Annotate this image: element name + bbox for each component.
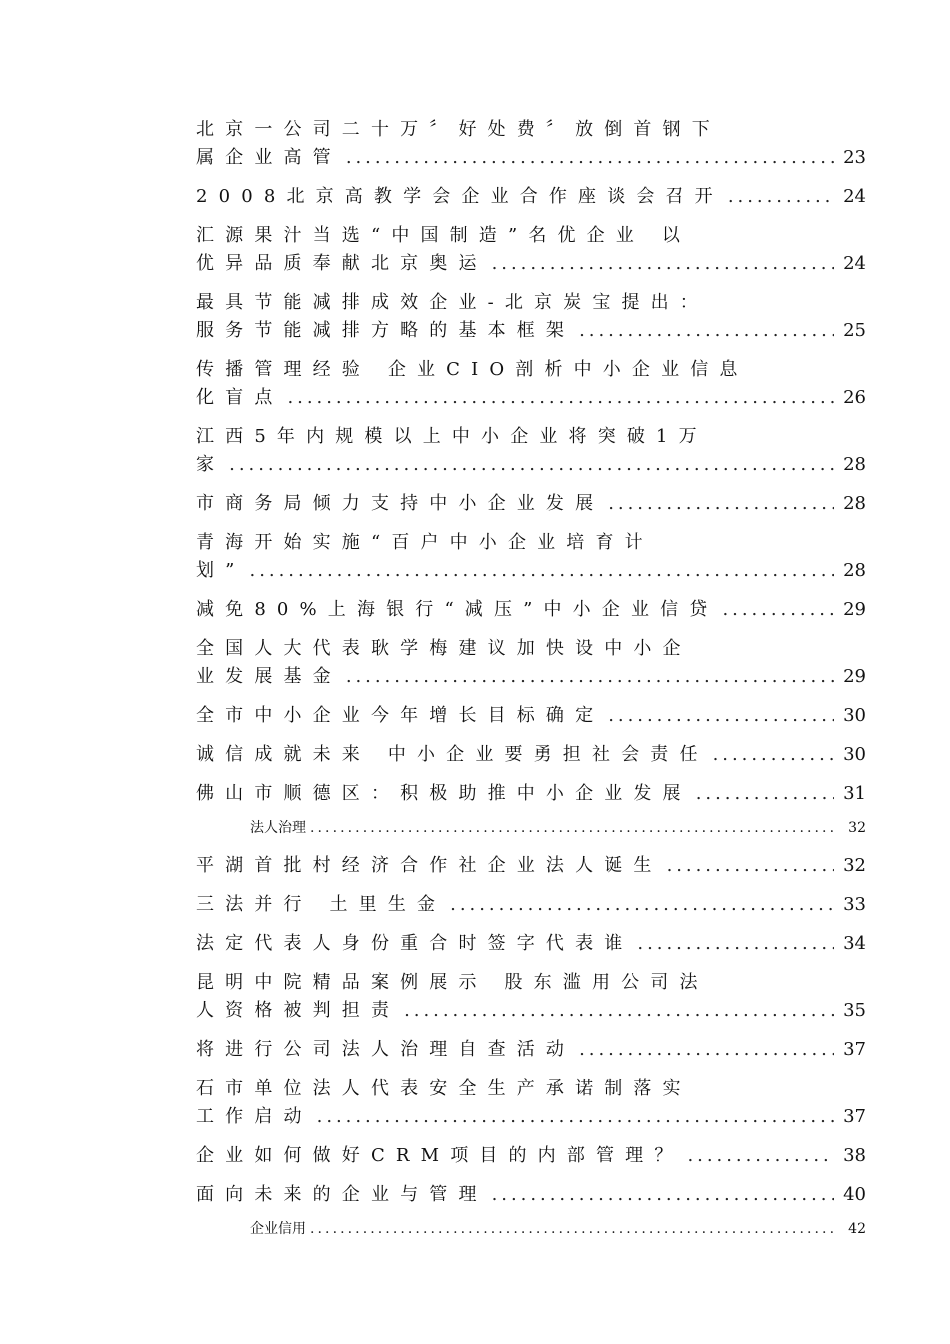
toc-entry[interactable] (196, 702, 866, 730)
toc-entry[interactable] (196, 490, 866, 518)
dot-leader (608, 702, 834, 730)
toc-entry[interactable] (196, 1036, 866, 1064)
toc-page-number: 37 (843, 1106, 866, 1127)
toc-entry-title: 属企业高管 (196, 147, 342, 168)
dot-leader (250, 557, 834, 585)
toc-entry[interactable] (196, 1142, 866, 1170)
dot-leader (722, 596, 834, 624)
toc-entry-title: 佛山市顺德区：积极助推中小企业发展 (196, 783, 692, 804)
toc-entry-title: 业发展基金 (196, 666, 342, 687)
toc-entry-line (196, 663, 866, 691)
table-of-contents (196, 116, 866, 1253)
toc-entry-line (196, 529, 866, 557)
toc-entry-title: 传播管理经验 企业CIO剖析中小企业信息 (196, 359, 749, 380)
toc-page-number: 30 (843, 744, 866, 765)
toc-entry-line (250, 817, 866, 839)
dot-leader (579, 1036, 834, 1064)
toc-entry-title: 面向未来的企业与管理 (196, 1184, 488, 1205)
toc-entry[interactable] (196, 635, 866, 691)
toc-entry-title: 最具节能减排成效企业-北京炭宝提出： (196, 292, 709, 313)
toc-entry-line (196, 356, 866, 384)
dot-leader (310, 817, 834, 839)
toc-entry-title: 法定代表人身份重合时签字代表谁 (196, 933, 634, 954)
toc-entry-line (196, 144, 866, 172)
toc-page-number: 28 (843, 493, 866, 514)
toc-entry-title: 将进行公司法人治理自查活动 (196, 1039, 576, 1060)
dot-leader (346, 663, 834, 691)
dot-leader (492, 1181, 834, 1209)
toc-page-number: 25 (843, 320, 866, 341)
toc-entry-line (196, 969, 866, 997)
toc-page-number: 28 (843, 560, 866, 581)
toc-page-number: 26 (843, 387, 866, 408)
toc-entry-title: 企业信用 (250, 1221, 306, 1237)
toc-entry-title: 平湖首批村经济合作社企业法人诞生 (196, 855, 663, 876)
toc-entry-line (196, 635, 866, 663)
toc-entry-title: 优异品质奉献北京奥运 (196, 253, 488, 274)
toc-entry-line (196, 702, 866, 730)
toc-entry-title: 服务节能减排方略的基本框架 (196, 320, 576, 341)
toc-entry-line (196, 1103, 866, 1131)
toc-entry[interactable] (196, 741, 866, 769)
dot-leader (346, 144, 834, 172)
toc-entry-line (196, 1181, 866, 1209)
toc-entry-title: 诚信成就未来 中小企业要勇担社会责任 (196, 744, 709, 765)
dot-leader (728, 183, 834, 211)
toc-entry-title: 江西5年内规模以上中小企业将突破1万 (196, 426, 708, 447)
toc-page-number: 29 (843, 666, 866, 687)
toc-entry-title: 汇源果汁当选“中国制造”名优企业 以 (196, 225, 692, 246)
toc-entry-line (196, 423, 866, 451)
toc-entry[interactable] (196, 930, 866, 958)
dot-leader (287, 384, 834, 412)
toc-entry[interactable] (196, 222, 866, 278)
toc-entry-line (196, 557, 866, 585)
dot-leader (667, 852, 834, 880)
toc-page-number: 28 (843, 454, 866, 475)
toc-entry[interactable] (196, 852, 866, 880)
toc-entry[interactable] (196, 289, 866, 345)
toc-entry-line (196, 289, 866, 317)
toc-entry-title: 人资格被判担责 (196, 1000, 401, 1021)
dot-leader (713, 741, 834, 769)
toc-entry-title: 工作启动 (196, 1106, 313, 1127)
toc-entry[interactable] (196, 780, 866, 808)
toc-entry-line (196, 116, 866, 144)
toc-entry-line (196, 741, 866, 769)
toc-page-number: 30 (843, 705, 866, 726)
toc-entry-line (196, 780, 866, 808)
toc-entry-title: 北京一公司二十万〞好处费〞放倒首钢下 (196, 119, 721, 140)
toc-entry-line (196, 490, 866, 518)
toc-entry-title: 划” (196, 560, 246, 581)
dot-leader (608, 490, 834, 518)
toc-page-number: 34 (843, 933, 866, 954)
toc-entry-title: 家 (196, 454, 226, 475)
toc-page-number: 24 (843, 186, 866, 207)
toc-entry-title: 企业如何做好CRM项目的内部管理？ (196, 1145, 684, 1166)
toc-entry-line (196, 384, 866, 412)
toc-page-number: 37 (843, 1039, 866, 1060)
dot-leader (687, 1142, 834, 1170)
toc-entry[interactable] (196, 116, 866, 172)
toc-entry-title: 全市中小企业今年增长目标确定 (196, 705, 605, 726)
toc-entry-title: 减免80%上海银行“减压”中小企业信贷 (196, 599, 719, 620)
toc-entry-line (196, 250, 866, 278)
toc-entry[interactable] (196, 891, 866, 919)
toc-entry-title: 化盲点 (196, 387, 284, 408)
toc-page-number: 33 (843, 894, 866, 915)
dot-leader (317, 1103, 834, 1131)
toc-page-number: 32 (848, 820, 866, 836)
toc-entry[interactable] (196, 596, 866, 624)
toc-entry-line (250, 1218, 866, 1240)
toc-entry-line (196, 891, 866, 919)
toc-entry[interactable] (196, 1075, 866, 1131)
toc-page-number: 24 (843, 253, 866, 274)
dot-leader (404, 997, 834, 1025)
toc-entry-line (196, 997, 866, 1025)
toc-entry-title: 法人治理 (250, 820, 306, 836)
toc-entry-line (196, 222, 866, 250)
toc-entry-line (196, 1036, 866, 1064)
toc-entry-title: 全国人大代表耿学梅建议加快设中小企 (196, 638, 692, 659)
toc-page-number: 23 (843, 147, 866, 168)
toc-entry[interactable] (196, 529, 866, 585)
toc-page-number: 32 (843, 855, 866, 876)
toc-entry-line (196, 1142, 866, 1170)
toc-section-heading[interactable] (250, 1218, 866, 1240)
toc-entry-line (196, 930, 866, 958)
toc-page-number: 40 (843, 1184, 866, 1205)
toc-section-heading[interactable] (250, 817, 866, 839)
toc-entry-title: 2008北京高教学会企业合作座谈会召开 (196, 186, 724, 207)
dot-leader (696, 780, 834, 808)
dot-leader (492, 250, 834, 278)
toc-entry-line (196, 183, 866, 211)
toc-entry-title: 昆明中院精品案例展示 股东滥用公司法 (196, 972, 709, 993)
toc-entry[interactable] (196, 356, 866, 412)
toc-entry-line (196, 451, 866, 479)
toc-entry[interactable] (196, 183, 866, 211)
toc-entry-line (196, 596, 866, 624)
toc-entry-line (196, 317, 866, 345)
toc-entry-title: 三法并行 土里生金 (196, 894, 447, 915)
toc-entry[interactable] (196, 423, 866, 479)
toc-entry-title: 石市单位法人代表安全生产承诺制落实 (196, 1078, 692, 1099)
dot-leader (579, 317, 834, 345)
toc-entry-line (196, 852, 866, 880)
dot-leader (450, 891, 834, 919)
toc-page-number: 35 (843, 1000, 866, 1021)
toc-entry-line (196, 1075, 866, 1103)
dot-leader (229, 451, 834, 479)
toc-entry[interactable] (196, 969, 866, 1025)
toc-page-number: 31 (843, 783, 866, 804)
toc-page-number: 29 (843, 599, 866, 620)
dot-leader (637, 930, 834, 958)
toc-entry[interactable] (196, 1181, 866, 1209)
toc-entry-title: 青海开始实施“百户中小企业培育计 (196, 532, 654, 553)
toc-entry-title: 市商务局倾力支持中小企业发展 (196, 493, 605, 514)
dot-leader (310, 1218, 834, 1240)
toc-page-number: 42 (848, 1221, 866, 1237)
toc-page-number: 38 (843, 1145, 866, 1166)
